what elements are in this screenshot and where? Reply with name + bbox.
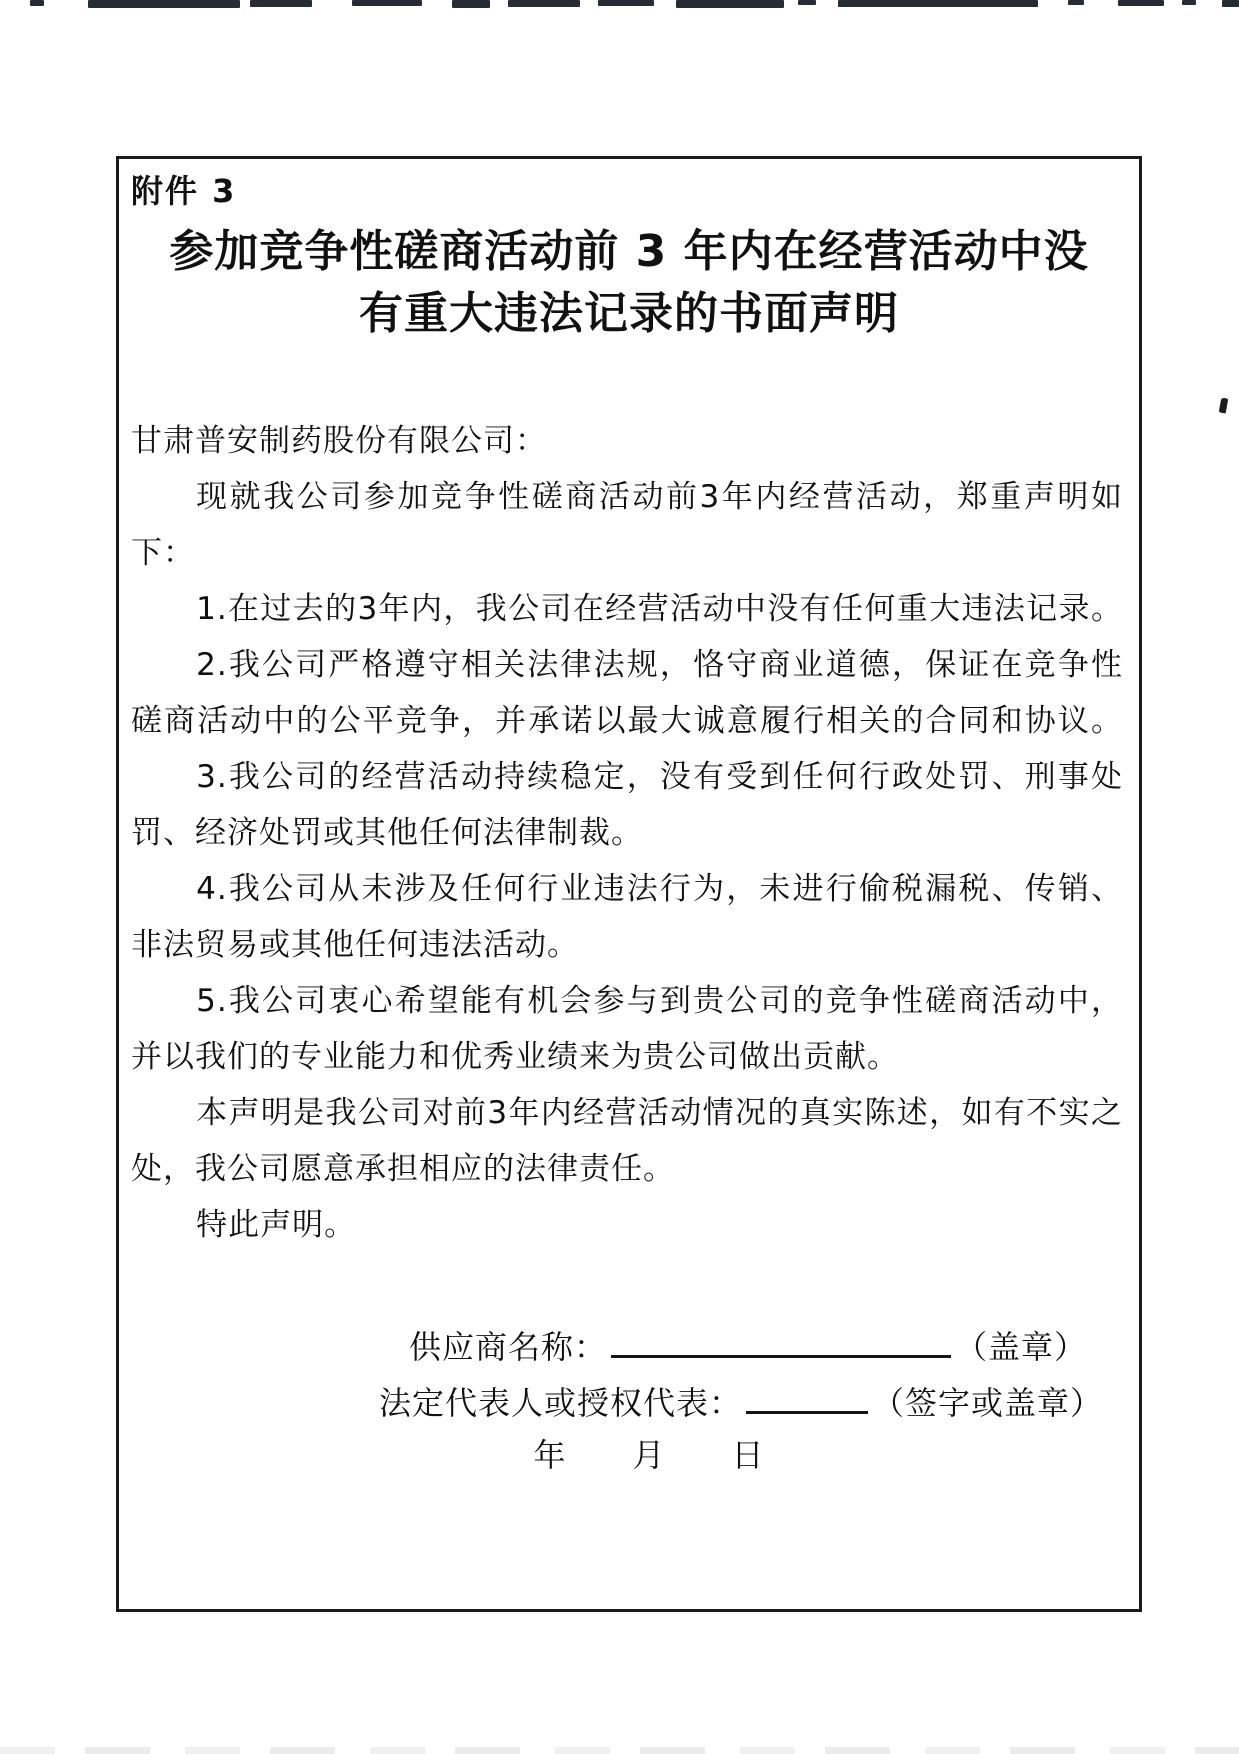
body-text	[131, 413, 1123, 1253]
date-row	[159, 1429, 1139, 1481]
body-line: 非法贸易或其他任何违法活动。	[131, 927, 579, 963]
scan-artifact-strip	[0, 0, 1239, 12]
scan-artifact	[30, 0, 44, 6]
body-line: 甘肃普安制药股份有限公司：	[131, 423, 547, 459]
document-title	[119, 221, 1139, 345]
scan-artifact	[598, 0, 654, 6]
body-line: 并以我们的专业能力和优秀业绩来为贵公司做出贡献。	[131, 1039, 899, 1075]
supplier-name-blank	[611, 1317, 951, 1358]
body-line: 现就我公司参加竞争性磋商活动前3年内经营活动，郑重声明如	[196, 479, 1123, 515]
scan-artifact	[798, 0, 816, 5]
sign-or-seal-note: （签字或盖章）	[871, 1384, 1103, 1422]
body-line: 处，我公司愿意承担相应的法律责任。	[131, 1151, 675, 1187]
scan-artifact	[452, 0, 490, 8]
seal-note: （盖章）	[954, 1328, 1087, 1366]
date-part: 月	[632, 1436, 666, 1474]
body-line: 本声明是我公司对前3年内经营活动情况的真实陈述，如有不实之	[196, 1095, 1123, 1131]
scan-artifact	[676, 0, 784, 8]
representative-row	[119, 1373, 1139, 1429]
bottom-scan-smudge	[0, 1747, 1239, 1754]
body-line: 2.我公司严格遵守相关法律法规，恪守商业道德，保证在竞争性	[196, 647, 1123, 683]
body-line: 4.我公司从未涉及任何行业违法行为，未进行偷税漏税、传销、	[196, 871, 1123, 907]
date-part: 日	[731, 1436, 765, 1474]
scan-artifact	[352, 0, 422, 6]
stray-ink-mark	[1219, 398, 1228, 414]
scan-artifact	[1068, 0, 1084, 5]
body-line: 特此声明。	[196, 1207, 357, 1243]
scan-artifact	[1222, 0, 1239, 7]
representative-label: 法定代表人或授权代表：	[378, 1384, 742, 1422]
signature-block	[119, 1317, 1139, 1481]
title-line: 参加竞争性磋商活动前 3 年内在经营活动中没	[169, 226, 1089, 277]
supplier-name-label: 供应商名称：	[408, 1328, 607, 1366]
body-line: 5.我公司衷心希望能有机会参与到贵公司的竞争性磋商活动中，	[196, 983, 1123, 1019]
date-part: 年	[533, 1436, 567, 1474]
body-line: 罚、经济处罚或其他任何法律制裁。	[131, 815, 643, 851]
scan-artifact	[1182, 0, 1196, 5]
scan-artifact	[88, 0, 240, 8]
scan-artifact	[838, 0, 1038, 7]
body-line: 3.我公司的经营活动持续稳定，没有受到任何行政处罚、刑事处	[196, 759, 1123, 795]
scan-artifact	[250, 0, 312, 7]
document-border-box	[116, 156, 1142, 1612]
scan-artifact	[508, 0, 580, 7]
body-line: 下：	[131, 535, 195, 571]
scan-artifact	[1118, 0, 1164, 6]
title-line: 有重大违法记录的书面声明	[359, 288, 899, 339]
supplier-name-row	[119, 1317, 1139, 1373]
representative-blank	[746, 1373, 868, 1414]
attachment-label: 附件 3	[131, 172, 237, 210]
body-line: 磋商活动中的公平竞争，并承诺以最大诚意履行相关的合同和协议。	[131, 703, 1123, 739]
body-line: 1.在过去的3年内，我公司在经营活动中没有任何重大违法记录。	[196, 591, 1123, 627]
